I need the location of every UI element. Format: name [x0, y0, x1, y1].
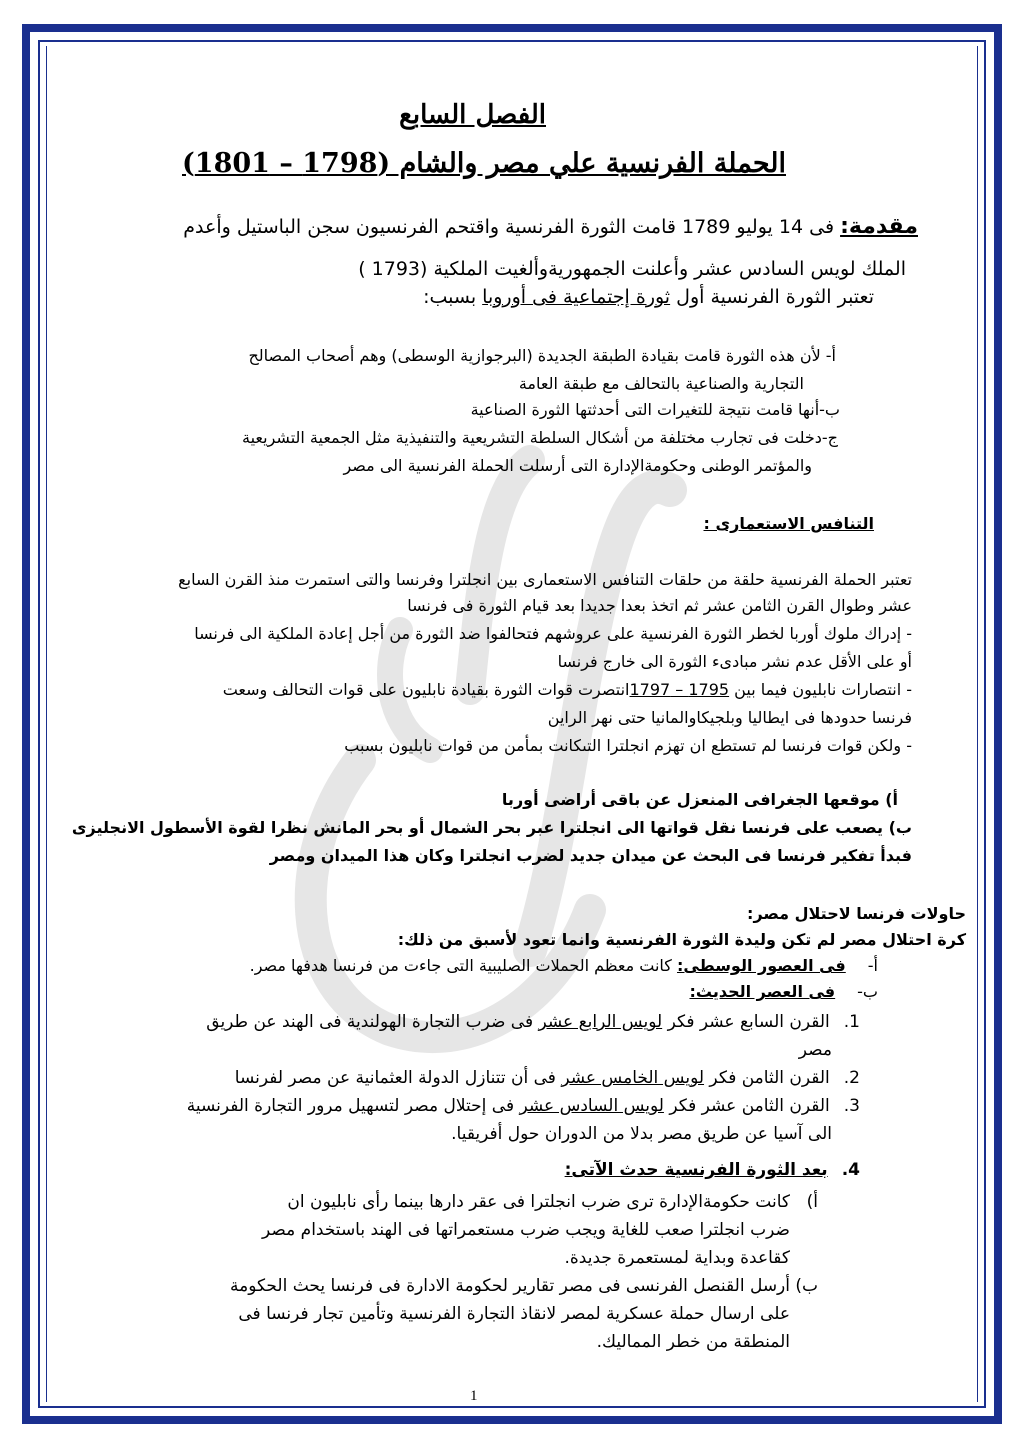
middle-ages-label: فى العصور الوسطى:: [677, 956, 846, 975]
competition-line-7: - ولكن قوات فرنسا لم تستطع ان تهزم انجلترا التىكانت بمأمن من قوات نابليون بسبب: [344, 736, 912, 755]
after-b-line-3: المنطقة من خطر المماليك.: [596, 1332, 790, 1352]
item-2-num: 2.: [843, 1068, 860, 1088]
attempts-idea: كرة احتلال مصر لم تكن وليدة الثورة الفرنسية وانما تعود لأسبق من ذلك:: [397, 930, 966, 949]
competition-napoleon-line: [223, 680, 912, 699]
napoleon-year-1: 1795: [688, 680, 730, 699]
after-revolution-line: [565, 1160, 860, 1180]
intro-text-1: فى 14 يوليو 1789 قامت الثورة الفرنسية واقتحم الفرنسيون سجن الباستيل وأعدم: [183, 216, 841, 238]
napoleon-text-b: انتصرت قوات الثورة بقيادة نابليون على قوات التحالف وسعت: [222, 680, 630, 699]
item-1-b: فى ضرب التجارة الهولندية فى الهند عن طريق: [206, 1012, 539, 1032]
after-a-line-3: كقاعدة وبداية لمستعمرة جديدة.: [564, 1248, 790, 1268]
middle-ages-line: [250, 956, 878, 975]
competition-line-3: - إدراك ملوك أوربا لخطر الثورة الفرنسية على عروشهم فتحالفوا ضد الثورة من أجل إعادة الملكية الى فرنسا: [194, 624, 912, 643]
item-2-b: فى أن تتنازل الدولة العثمانية عن مصر لفرنسا: [234, 1068, 562, 1088]
competition-line-1: تعتبر الحملة الفرنسية حلقة من حلقات التنافس الاستعمارى بين انجلترا وفرنسا والتى استمرت منذ القرن السابع: [178, 570, 912, 589]
modern-item-3-cont: الى آسيا عن طريق مصر بدلا من الدوران حول أفريقيا.: [451, 1124, 832, 1144]
intro-line-3: [423, 286, 874, 308]
competition-line-4: أو على الأقل عدم نشر مبادىء الثورة الى خارج فرنسا: [557, 652, 912, 671]
border-line-right: [977, 46, 978, 1402]
after-revolution-num: 4.: [841, 1160, 860, 1180]
reason-b: ب-أنها قامت نتيجة للتغيرات التى أحدثتها الثورة الصناعية: [470, 400, 840, 419]
item-3-b: فى إحتلال مصر لتسهيل مرور التجارة الفرنسية: [186, 1096, 520, 1116]
middle-ages-text: كانت معظم الحملات الصليبية التى جاءت من فرنسا هدفها مصر.: [249, 956, 678, 975]
item-3-a: القرن الثامن عشر فكر: [663, 1096, 830, 1116]
modern-item-3: [187, 1096, 860, 1116]
intro-line-2: الملك لويس السادس عشر وأعلنت الجمهوريةوألغيت الملكية (1793 ): [358, 258, 906, 280]
modern-item-1: [206, 1012, 860, 1032]
chapter-title: الفصل السابع: [399, 100, 546, 130]
after-b-line-1: أرسل القنصل الفرنسى فى مصر تقارير لحكومة الادارة فى فرنسا يحث الحكومة: [230, 1276, 790, 1296]
geo-line-a: أ) موقعها الجغرافى المنعزل عن باقى أراضى أوربا: [501, 790, 898, 809]
page-number: 1: [470, 1388, 478, 1404]
border-line-left: [46, 46, 47, 1402]
after-a-line-2: ضرب انجلترا صعب للغاية ويجب ضرب مستعمراتها فى الهند باستخدام مصر: [262, 1220, 790, 1240]
intro-line-3-b: بسبب:: [423, 286, 483, 308]
napoleon-year-2: 1797: [629, 680, 671, 699]
reason-c-line-2: والمؤتمر الوطنى وحكومةالإدارة التى أرسلت الحملة الفرنسية الى مصر: [343, 456, 812, 475]
modern-age-line: [690, 982, 879, 1001]
after-a-num: أ): [806, 1192, 818, 1212]
item-2-a: القرن الثامن فكر: [704, 1068, 830, 1088]
reason-a-line-1: أ- لأن هذه الثورة قامت بقيادة الطبقة الجديدة (البرجوازية الوسطى) وهم أصحاب المصالح: [248, 346, 836, 365]
modern-age-num: ب-: [857, 982, 878, 1001]
modern-item-2: [235, 1068, 860, 1088]
after-b-num: ب): [795, 1276, 818, 1296]
geo-line-b: ب) يصعب على فرنسا نقل قواتها الى انجلترا عبر بحر الشمال أو بحر المانش نظرا لقوة الأسطول الانجليزى: [71, 818, 912, 837]
item-3-king: لويس السادس عشر: [519, 1096, 664, 1116]
intro-label: مقدمة:: [840, 214, 918, 239]
competition-line-6: فرنسا حدودها فى ايطاليا وبلجيكاوالمانيا حتى نهر الراين: [547, 708, 912, 727]
intro-line-1: [183, 214, 918, 239]
competition-line-2: عشر وطوال القرن الثامن عشر ثم اتخذ بعدا جديدا بعد قيام الثورة فى فرنسا: [407, 596, 912, 615]
chapter-subtitle: الحملة الفرنسية علي مصر والشام (1798 – 1801): [182, 148, 786, 179]
attempts-heading: حاولات فرنسا لاحتلال مصر:: [747, 904, 966, 923]
after-revolution-label: بعد الثورة الفرنسية حدث الآتى:: [564, 1160, 828, 1180]
item-1-a: القرن السابع عشر فكر: [662, 1012, 830, 1032]
napoleon-text-a: - انتصارات نابليون فيما بين: [729, 680, 912, 699]
after-a-line-1: كانت حكومةالإدارة ترى ضرب انجلترا فى عقر دارها بينما رأى نابليون ان: [287, 1192, 790, 1212]
geo-line-c: فبدأ تفكير فرنسا فى البحث عن ميدان جديد لضرب انجلترا وكان هذا الميدان ومصر: [269, 846, 912, 865]
napoleon-dash: –: [670, 680, 689, 699]
reason-a-line-2: التجارية والصناعية بالتحالف مع طبقة العامة: [518, 374, 804, 393]
modern-item-1-cont: مصر: [798, 1040, 832, 1060]
item-2-king: لويس الخامس عشر: [561, 1068, 705, 1088]
intro-line-3-a: تعتبر الثورة الفرنسية أول: [670, 286, 874, 308]
modern-age-label: فى العصر الحديث:: [689, 982, 836, 1001]
intro-line-3-underlined: ثورة إجتماعية فى أوروبا: [482, 286, 671, 308]
item-3-num: 3.: [843, 1096, 860, 1116]
competition-heading: التنافس الاستعمارى :: [703, 514, 874, 533]
item-1-king: لويس الرابع عشر: [538, 1012, 663, 1032]
after-b-line-2: على ارسال حملة عسكرية لمصر لانقاذ التجارة الفرنسية وتأمين تجار فرنسا فى: [238, 1304, 790, 1324]
item-1-num: 1.: [843, 1012, 860, 1032]
middle-ages-num: أ-: [867, 956, 878, 975]
reason-c-line-1: ج-دخلت فى تجارب مختلفة من أشكال السلطة التشريعية والتنفيذية مثل الجمعية التشريعية: [242, 428, 838, 447]
